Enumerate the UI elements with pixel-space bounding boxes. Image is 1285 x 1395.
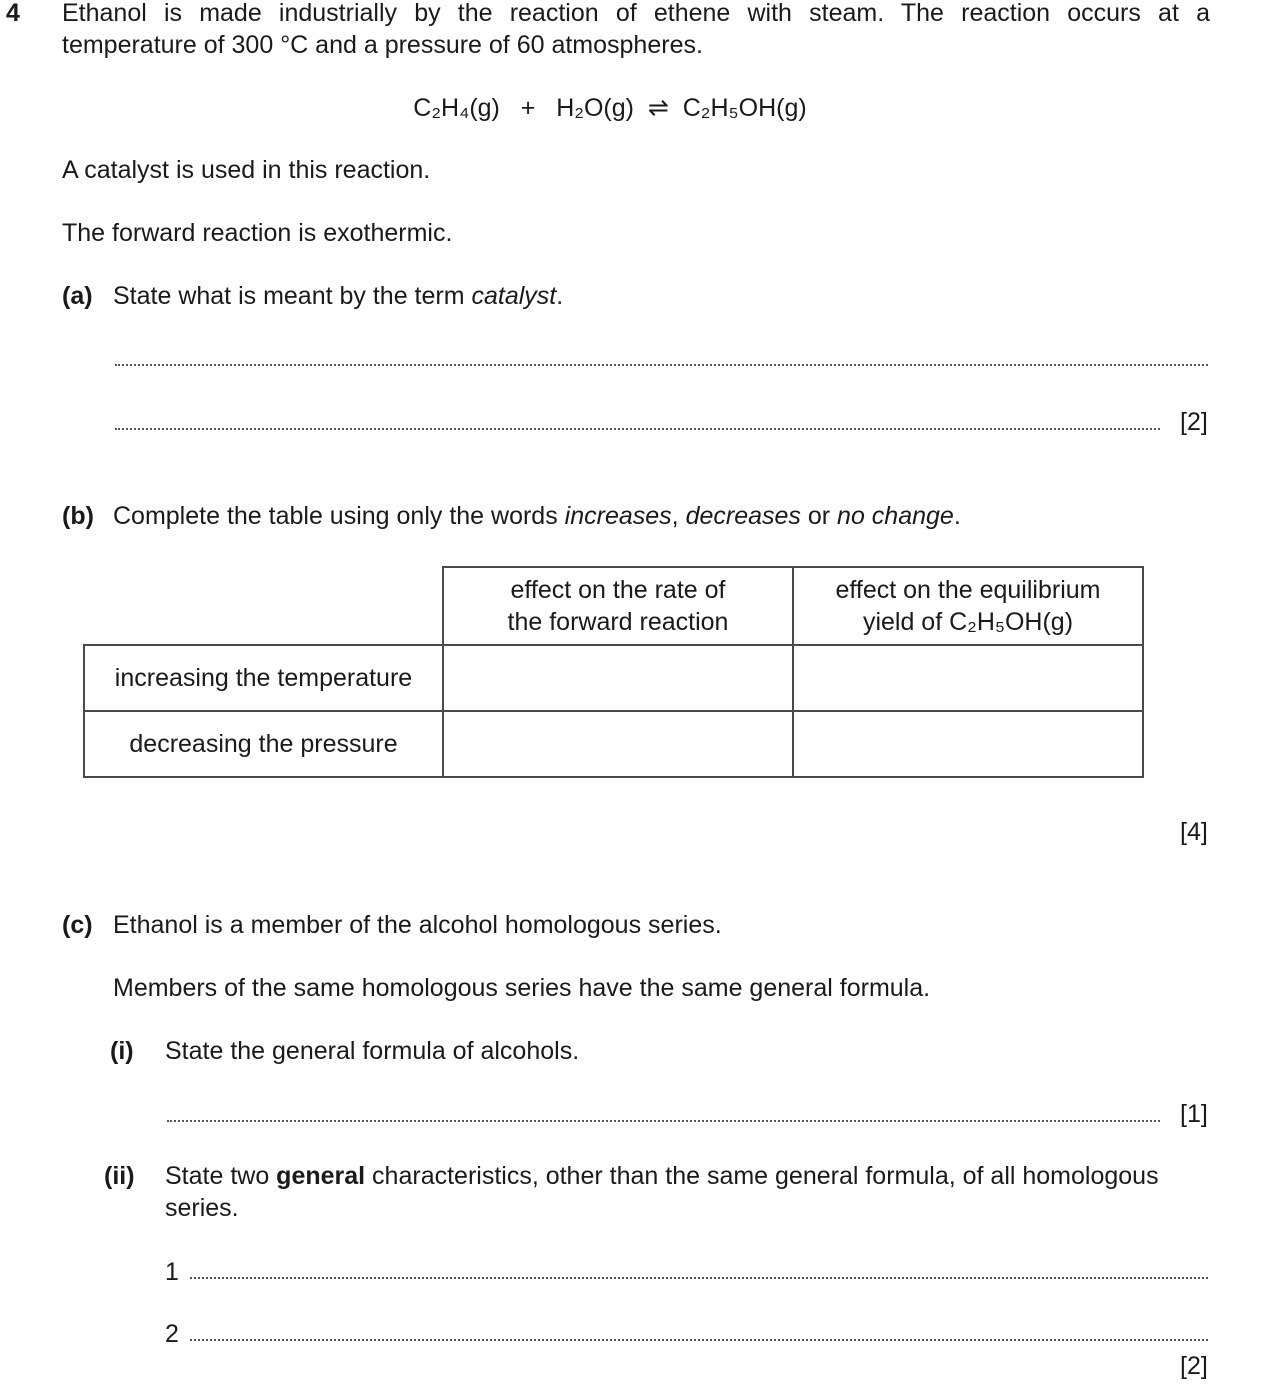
table-row (84, 711, 1143, 777)
product-ethanol: C₂H₅OH(g) (682, 94, 807, 122)
answer-line-c-ii-2[interactable] (190, 1339, 1208, 1341)
header-rate: effect on the rate of the forward reaction (443, 567, 793, 645)
word-general: general (276, 1162, 366, 1190)
cell-rate-pressure[interactable] (443, 711, 793, 777)
answer-number-1: 1 (165, 1258, 179, 1286)
marks-c-i: [1] (1180, 1100, 1208, 1128)
table-row (84, 645, 1143, 711)
cell-yield-temperature[interactable] (793, 645, 1143, 711)
equilibrium-arrow: ⇌ (647, 94, 669, 122)
part-c-ii-prompt-line2: series. (165, 1194, 239, 1222)
answer-line-a1[interactable] (115, 364, 1208, 366)
reactant-ethene: C₂H₄(g) (413, 94, 500, 122)
table-corner (84, 567, 443, 645)
marks-c-ii: [2] (1180, 1352, 1208, 1380)
answer-line-c-i[interactable] (167, 1120, 1160, 1122)
reaction-equation (0, 92, 1220, 124)
marks-a: [2] (1180, 408, 1208, 436)
catalyst-statement: A catalyst is used in this reaction. (62, 156, 431, 184)
answer-line-c-ii-1[interactable] (190, 1277, 1208, 1279)
exothermic-statement: The forward reaction is exothermic. (62, 219, 453, 247)
part-a-label: (a) (62, 282, 93, 310)
part-c-ii-prompt: State two general characteristics, other than the same general formula, of all homologous (165, 1162, 1159, 1190)
equation-plus: + (520, 94, 536, 122)
marks-b: [4] (1180, 818, 1208, 846)
part-c-label: (c) (62, 911, 93, 939)
header-yield: effect on the equilibrium yield of C₂H₅OH(g) (793, 567, 1143, 645)
part-c-ii-label: (ii) (104, 1162, 135, 1190)
part-c-statement: Members of the same homologous series have the same general formula. (113, 974, 931, 1002)
question-number: 4 (6, 0, 20, 27)
row-condition-pressure: decreasing the pressure (84, 711, 443, 777)
word-decreases: decreases (685, 502, 801, 530)
intro-line-1: Ethanol is made industrially by the reaction of ethene with steam. The reaction occurs at a (62, 0, 1210, 27)
cell-rate-temperature[interactable] (443, 645, 793, 711)
part-c-text: Ethanol is a member of the alcohol homologous series. (113, 911, 722, 939)
word-increases: increases (564, 502, 672, 530)
answer-line-a2[interactable] (115, 428, 1160, 430)
part-c-i-prompt: State the general formula of alcohols. (165, 1037, 580, 1065)
part-c-i-label: (i) (110, 1037, 134, 1065)
term-catalyst: catalyst (471, 282, 557, 310)
intro-line-2: temperature of 300 °C and a pressure of 60 atmospheres. (62, 31, 703, 59)
part-b-label: (b) (62, 502, 94, 530)
part-a-prompt: State what is meant by the term catalyst. (113, 282, 564, 310)
word-no-change: no change (837, 502, 954, 530)
row-condition-temperature: increasing the temperature (84, 645, 443, 711)
part-b-prompt: Complete the table using only the words increases, decreases or no change. (113, 502, 961, 530)
effects-table (83, 566, 1144, 778)
cell-yield-pressure[interactable] (793, 711, 1143, 777)
reactant-steam: H₂O(g) (556, 94, 634, 122)
answer-number-2: 2 (165, 1320, 179, 1348)
